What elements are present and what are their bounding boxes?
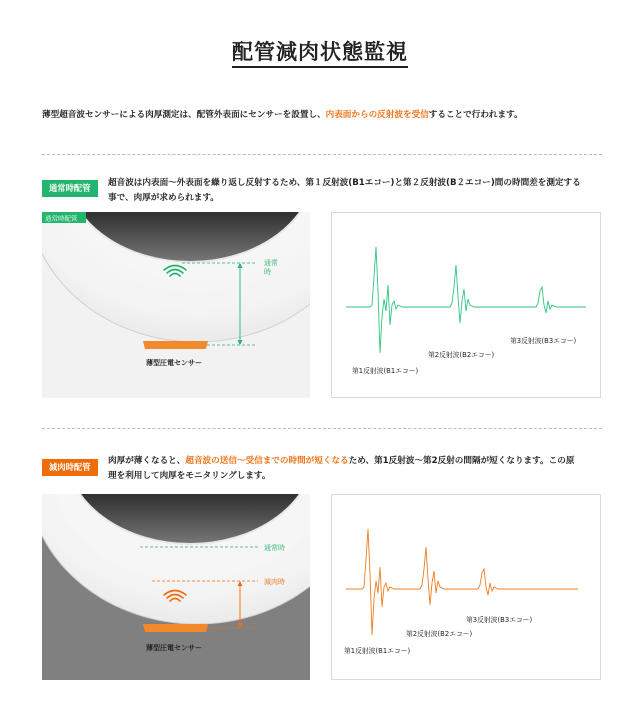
normal-level-label: 通常時: [264, 544, 285, 552]
thinned-waveform-chart: [331, 494, 601, 680]
b3-label: 第3反射波(B3エコー): [510, 337, 577, 345]
thinned-waveform: [346, 529, 578, 635]
thinned-desc-post: ため、第1反射波～第2反射の間隔が短くなります。この原: [348, 456, 575, 466]
b1-label: 第1反射波(B1エコー): [352, 367, 419, 375]
thinned-pipe-diagram: [42, 494, 310, 680]
normal-description-line1: 超音波は内表面～外表面を繰り返し反射するため、第１反射波(B1エコー)と第２反射波(B２エコー)間の時間差を測定する: [108, 178, 581, 188]
b1-label: 第1反射波(B1エコー): [344, 647, 411, 655]
section-divider: [42, 154, 602, 155]
thinned-description-line1: [108, 454, 602, 469]
intro-pre: 薄型超音波センサーによる肉厚測定は、配管外表面にセンサーを設置し、: [42, 110, 326, 120]
normal-badge: 通常時配管: [42, 180, 98, 197]
sensor-pad: [143, 341, 208, 349]
intro-highlight: 内表面からの反射波を受信: [325, 110, 429, 120]
intro-text: [42, 108, 602, 120]
thinned-desc-pre: 肉厚が薄くなると、: [108, 456, 186, 466]
corner-label: 通常時配管: [45, 214, 78, 223]
thinned-description-line2: 理を利用して肉厚をモニタリングします。: [108, 471, 271, 481]
normal-description: [108, 176, 602, 206]
thinned-description: [108, 454, 602, 484]
title-underline: [232, 66, 408, 68]
sensor-label: 薄型圧電センサー: [146, 644, 202, 652]
thinned-desc-highlight: 超音波の送信～受信までの時間が短くなる: [185, 456, 349, 466]
thinned-badge: 減肉時配管: [42, 459, 98, 476]
sensor-pad: [143, 624, 208, 632]
normal-description-line2: 事で、肉厚が求められます。: [108, 193, 219, 203]
normal-pipe-diagram: [42, 212, 310, 398]
thickness-label-1: 通常: [264, 259, 278, 267]
normal-waveform-chart: [331, 212, 601, 398]
b3-label: 第3反射波(B3エコー): [466, 616, 533, 624]
intro-post: することで行われます。: [428, 110, 523, 120]
section-divider-2: [42, 428, 602, 429]
b2-label: 第2反射波(B2エコー): [428, 351, 495, 359]
sensor-label: 薄型圧電センサー: [146, 359, 202, 367]
thickness-label-2: 時: [264, 268, 271, 276]
thinned-level-label: 減肉時: [264, 578, 285, 586]
page-title: 配管減肉状態監視: [232, 40, 408, 64]
b2-label: 第2反射波(B2エコー): [406, 630, 473, 638]
